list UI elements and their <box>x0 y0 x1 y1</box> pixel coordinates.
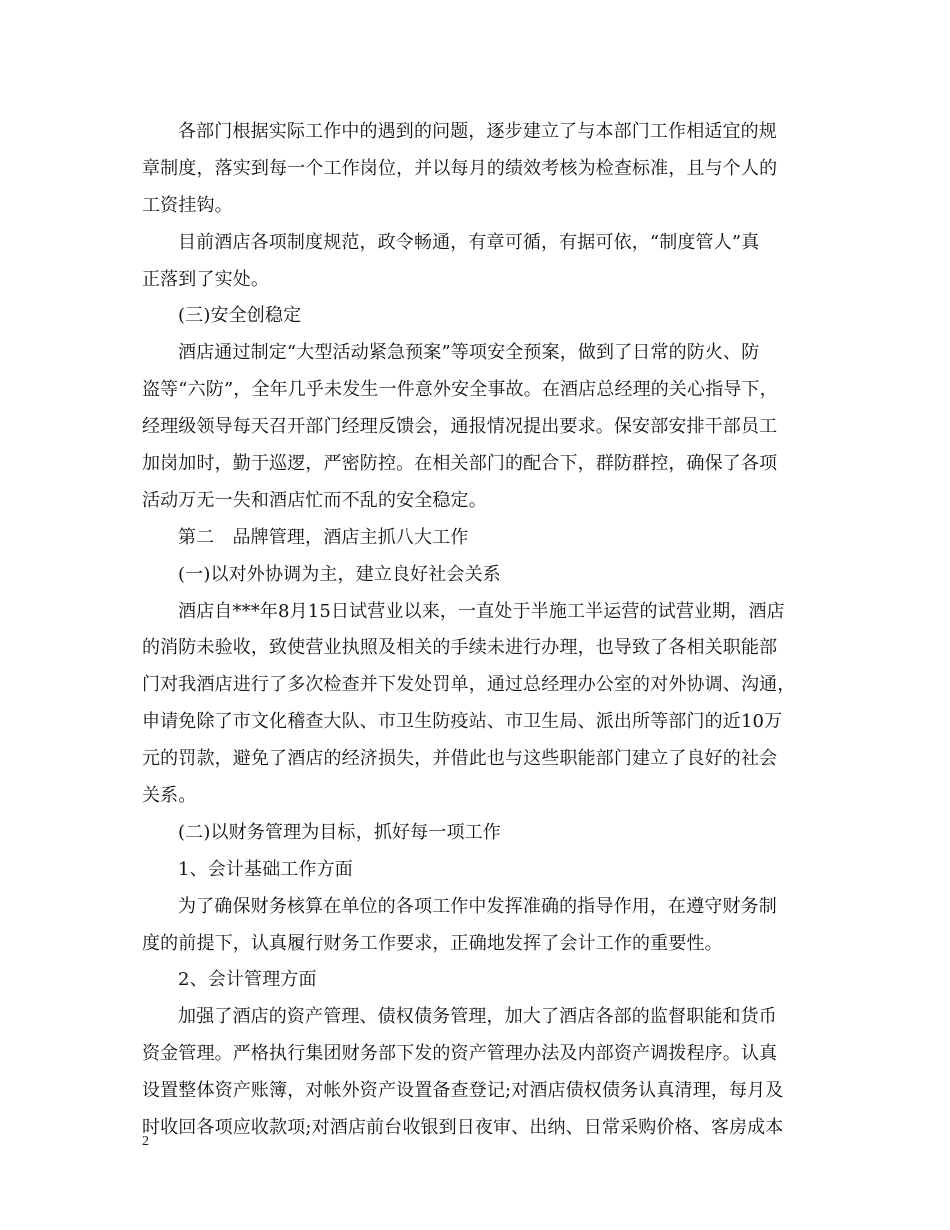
text-line: 各部门根据实际工作中的遇到的问题，逐步建立了与本部门工作相适宜的规 <box>178 121 777 142</box>
text-line: 目前酒店各项制度规范，政令畅通，有章可循，有据可依，“制度管人”真 <box>178 231 760 253</box>
text-line: 2、会计管理方面 <box>178 969 317 991</box>
text-line: 元的罚款，避免了酒店的经济损失，并借此也与这些职能部门建立了良好的社会 <box>142 748 778 770</box>
text-line: 设置整体资产账簿，对帐外资产设置备查登记;对酒店债权债务认真清理，每月及 <box>142 1080 784 1102</box>
text-line: 度的前提下，认真履行财务工作要求，正确地发挥了会计工作的重要性。 <box>142 932 723 954</box>
text-line: 的消防未验收，致使营业执照及相关的手续未进行办理，也导致了各相关职能部 <box>142 637 778 659</box>
text-line: 经理级领导每天召开部门经理反馈会，通报情况提出要求。保安部安排干部员工 <box>142 416 778 438</box>
text-line: (三)安全创稳定 <box>178 305 302 327</box>
text-line: 章制度，落实到每一个工作岗位，并以每月的绩效考核为检查标准，且与个人的 <box>142 157 778 179</box>
text-line: 资金管理。严格执行集团财务部下发的资产管理办法及内部资产调拨程序。认真 <box>142 1043 778 1065</box>
text-line: (二)以财务管理为目标，抓好每一项工作 <box>178 821 501 843</box>
text-line: 酒店通过制定“大型活动紧急预案”等项安全预案，做到了日常的防火、防 <box>178 342 760 364</box>
text-line: 申请免除了市文化稽查大队、市卫生防疫站、市卫生局、派出所等部门的近10万 <box>142 711 783 733</box>
body-text <box>142 114 812 1147</box>
text-line: 时收回各项应收款项;对酒店前台收银到日夜审、出纳、日常采购价格、客房成本 <box>142 1117 784 1139</box>
text-line: 第二 品牌管理，酒店主抓八大工作 <box>178 526 469 548</box>
text-line: 1、会计基础工作方面 <box>178 858 353 880</box>
text-line: 加强了酒店的资产管理、债权债务管理，加大了酒店各部的监督职能和货币 <box>178 1006 777 1028</box>
page-number: 2 <box>142 1134 149 1149</box>
text-line: 门对我酒店进行了多次检查并下发处罚单，通过总经理办公室的对外协调、沟通， <box>142 674 796 696</box>
text-line: 关系。 <box>142 785 197 807</box>
text-line: 酒店自***年8月15日试营业以来，一直处于半施工半运营的试营业期，酒店 <box>178 600 785 622</box>
text-line: 加岗加时，勤于巡逻，严密防控。在相关部门的配合下，群防群控，确保了各项 <box>142 453 778 475</box>
text-line: 为了确保财务核算在单位的各项工作中发挥准确的指导作用，在遵守财务制 <box>178 895 777 917</box>
text-line: (一)以对外协调为主，建立良好社会关系 <box>178 563 501 585</box>
text-line: 正落到了实处。 <box>142 268 270 290</box>
text-line: 盗等“六防”，全年几乎未发生一件意外安全事故。在酒店总经理的关心指导下， <box>142 379 778 401</box>
text-line: 工资挂钩。 <box>142 194 233 216</box>
text-line: 活动万无一失和酒店忙而不乱的安全稳定。 <box>142 489 487 511</box>
